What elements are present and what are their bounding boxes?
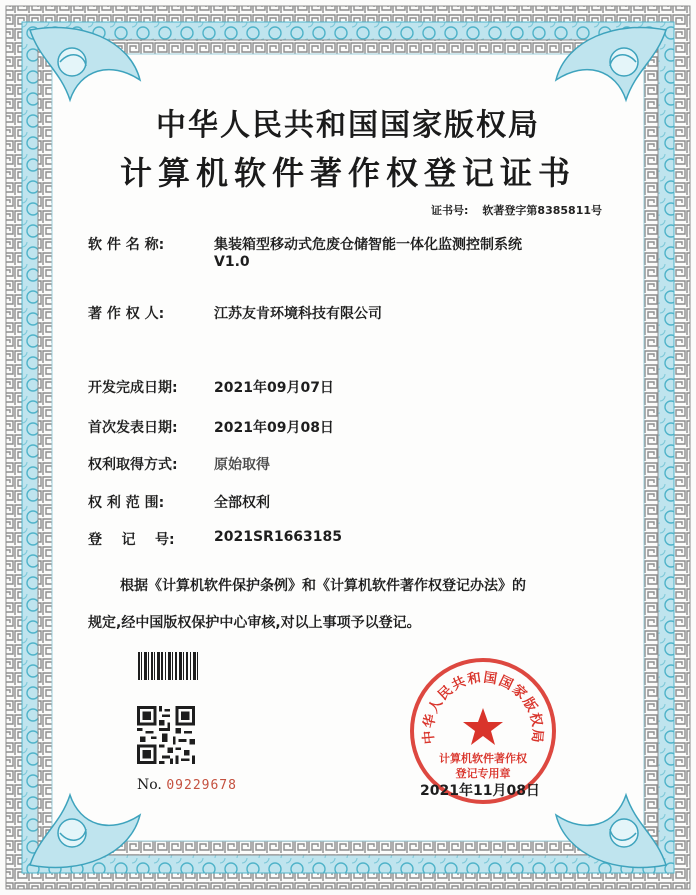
- certificate-title: 计算机软件著作权登记证书: [119, 154, 576, 192]
- serial-value: 09229678: [166, 778, 237, 793]
- field-label-rights-scope: 权 利 范 围:: [88, 495, 165, 511]
- certificate-number-label: 证书号:: [431, 204, 469, 217]
- certificate-number-value: 软著登字第8385811号: [482, 204, 602, 217]
- field-value-completion-date: 2021年09月07日: [214, 380, 334, 396]
- seal-center-line-1: 计算机软件著作权: [439, 752, 527, 765]
- statement-line-1: 根据《计算机软件保护条例》和《计算机软件著作权登记办法》的: [120, 578, 526, 594]
- field-label-publication-date: 首次发表日期:: [88, 420, 178, 436]
- field-value-registration-number: 2021SR1663185: [214, 529, 343, 545]
- field-value-rights-scope: 全部权利: [214, 495, 270, 511]
- certificate-number: [431, 202, 602, 218]
- field-label-copyright-owner: 著 作 权 人:: [88, 306, 165, 322]
- issuer-title: 中华人民共和国国家版权局: [156, 108, 540, 143]
- field-label-registration-number: 登 记 号:: [88, 532, 175, 548]
- barcode: [137, 652, 199, 680]
- field-value-acquisition-method: 原始取得: [214, 457, 270, 473]
- field-value-software-version: V1.0: [214, 254, 250, 270]
- seal-star-icon: [463, 708, 503, 745]
- field-label-acquisition-method: 权利取得方式:: [88, 457, 178, 473]
- issue-date: 2021年11月08日: [420, 783, 540, 799]
- seal-ring-text: 中华人民共和国国家版权局: [420, 669, 546, 745]
- field-label-completion-date: 开发完成日期:: [88, 380, 178, 396]
- serial-prefix: No.: [137, 777, 162, 793]
- field-value-publication-date: 2021年09月08日: [214, 420, 334, 436]
- field-value-software-name: 集装箱型移动式危废仓储智能一体化监测控制系统: [214, 237, 522, 253]
- qr-code: [137, 706, 195, 764]
- field-label-software-name: 软 件 名 称:: [88, 237, 165, 253]
- seal-center-line-2: 登记专用章: [455, 767, 511, 780]
- statement-line-2: 规定,经中国版权保护中心审核,对以上事项予以登记。: [88, 615, 421, 631]
- serial-number: [137, 777, 237, 793]
- field-value-copyright-owner: 江苏友肯环境科技有限公司: [214, 306, 382, 322]
